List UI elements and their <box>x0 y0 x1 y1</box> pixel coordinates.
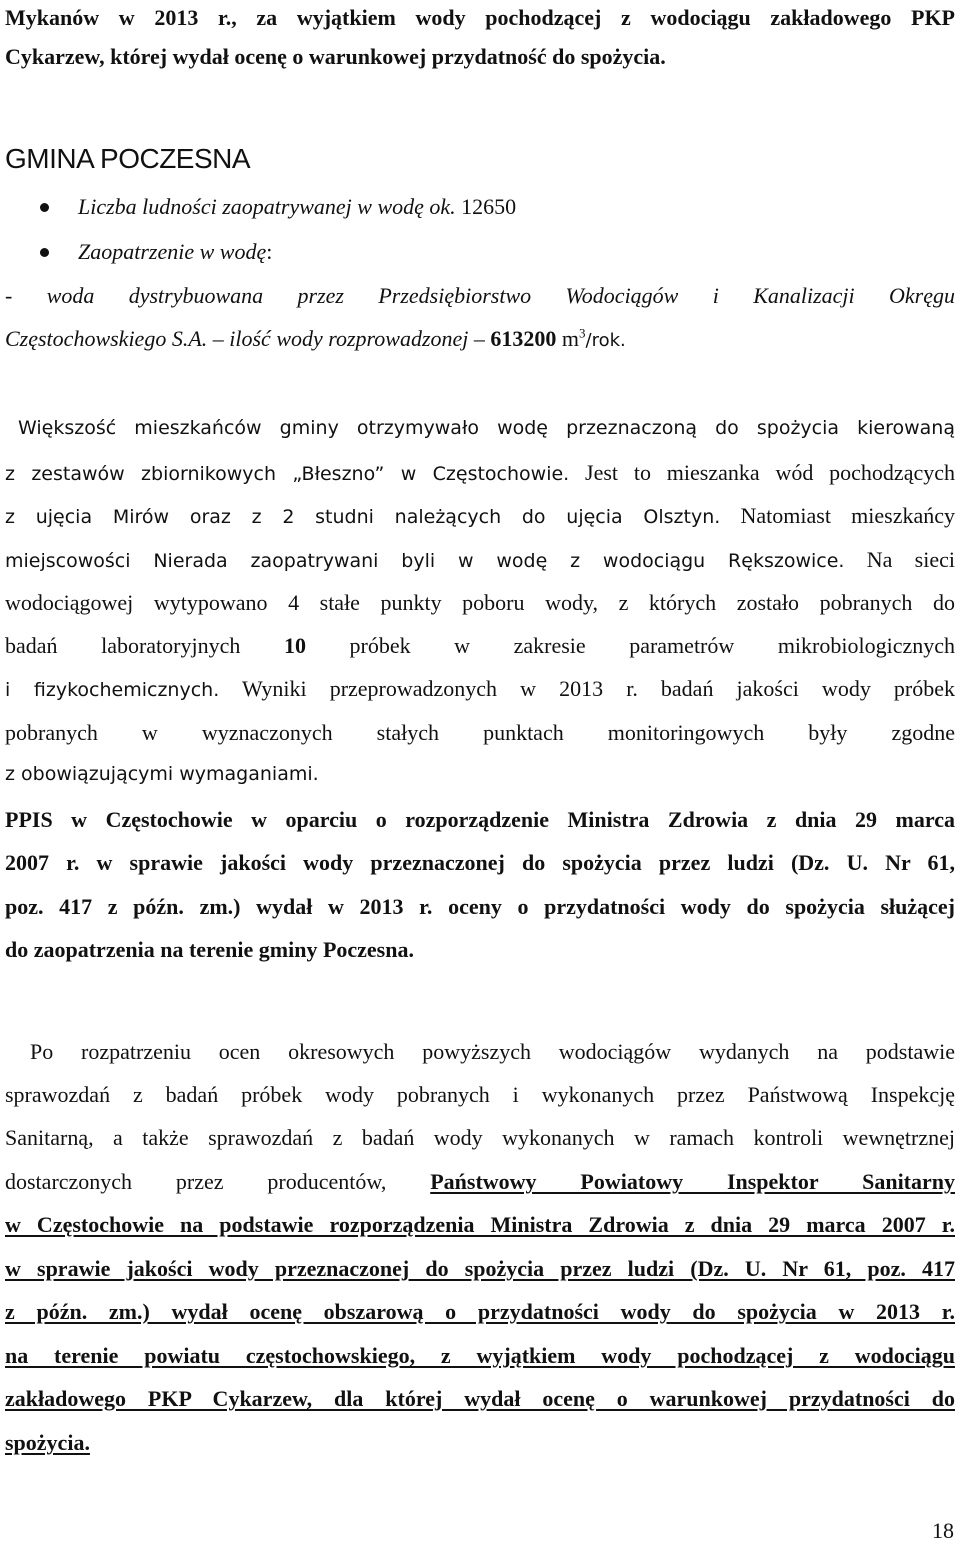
sample-count: 10 <box>283 633 306 658</box>
para3-line-9: zakładowego PKP Cykarzew, dla której wydał ocenę o warunkowej przydatności do <box>5 1386 955 1411</box>
para3-line-7: z późn. zm.) wydał ocenę obszarową o przydatności wody do spożycia w 2013 r. <box>5 1299 955 1324</box>
company-name: Częstochowskiego S.A. <box>5 326 208 351</box>
bullet-supply <box>78 241 272 263</box>
para1-line-2-serif: Jest to mieszanka wód pochodzących <box>569 460 955 485</box>
para2-line-1: PPIS w Częstochowie w oparciu o rozporządzenie Ministra Zdrowia z dnia 29 marca <box>5 807 955 832</box>
para1-line-6 <box>5 635 955 657</box>
para1-line-6-a: badań laboratoryjnych <box>5 633 284 658</box>
para3-line-2: sprawozdań z badań próbek wody pobranych i wykonanych przez Państwową Inspekcję <box>5 1082 955 1107</box>
para3-line-3: Sanitarną, a także sprawozdań z badań wody wykonanych w ramach kontroli wewnętrznej <box>5 1125 955 1150</box>
para1-line-7-serif: Wyniki przeprowadzonych w 2013 r. badań jakości wody próbek <box>219 676 955 701</box>
para1-line-5: wodociągowej wytypowano 4 stałe punkty poboru wody, z których zostało pobranych do <box>5 590 955 615</box>
para3-line-8: na terenie powiatu częstochowskiego, z wyjątkiem wody pochodzącej z wodociągu <box>5 1343 955 1368</box>
para1-line-4-sans: miejscowości Nierada zaopatrywani byli w wodę z wodociągu Rększowice. <box>5 550 845 572</box>
para1-line-7-sans: i fizykochemicznych. <box>5 679 220 701</box>
amount-value: 613200 <box>490 326 557 351</box>
para1-line-8: pobranych w wyznaczonych stałych punktach monitoringowych były zgodne <box>5 720 955 745</box>
para1-line-2 <box>5 462 955 484</box>
unit-rest: /rok. <box>585 330 626 351</box>
para3-line-4 <box>5 1171 955 1193</box>
amount-label: – ilość wody rozprowadzonej – <box>207 326 491 351</box>
para3-line-6: w sprawie jakości wody przeznaczonej do spożycia przez ludzi (Dz. U. Nr 61, poz. 417 <box>5 1256 955 1281</box>
unit-sup: 3 <box>579 325 586 341</box>
para1-line-7 <box>5 678 955 700</box>
para1-line-2-sans: z zestawów zbiornikowych „Błeszno” w Częstochowie. <box>5 463 570 485</box>
inspector-title: Państwowy Powiatowy Inspektor Sanitarny <box>430 1169 956 1194</box>
para1-line-4 <box>5 549 955 571</box>
population-label: Liczba ludności zaopatrywanej w wodę ok. <box>78 194 462 219</box>
para2-line-3-b: oceny o przydatności wody do spożycia służącej <box>432 894 955 919</box>
intro-line-2: Cykarzew, której wydał ocenę o warunkowej przydatność do spożycia. <box>5 44 666 69</box>
population-value: 12650 <box>461 194 517 219</box>
para1-line-4-serif: Na sieci <box>844 547 956 572</box>
para1-line-6-c: próbek w zakresie parametrów mikrobiologicznych <box>305 633 956 658</box>
para1-line-3 <box>5 505 955 527</box>
para1-line-3-sans: z ujęcia Mirów oraz z 2 studni należących do ujęcia Olsztyn. <box>5 506 721 528</box>
para1-line-9: z obowiązującymi wymaganiami. <box>5 763 319 785</box>
para1-line-3-serif: Natomiast mieszkańcy <box>720 503 955 528</box>
para2-line-3 <box>5 896 955 918</box>
para3-line-10: spożycia. <box>5 1430 90 1455</box>
section-title: GMINA POCZESNA <box>5 143 251 174</box>
para2-line-2: 2007 r. w sprawie jakości wody przeznaczonej do spożycia przez ludzi (Dz. U. Nr 61, <box>5 850 955 875</box>
intro-rest: , za wyjątkiem wody pochodzącej z wodociągu zakładowego PKP <box>231 5 955 30</box>
unit-m: m <box>556 326 580 351</box>
intro-line-1 <box>5 7 955 29</box>
intro-bold: Mykanów w 2013 r. <box>5 5 232 30</box>
distribution-line-2 <box>5 325 626 351</box>
bullet-icon <box>40 248 49 257</box>
bullet-icon <box>40 203 49 212</box>
para3-line-4-plain: dostarczonych przez producentów, <box>5 1169 431 1194</box>
page-number: 18 <box>932 1518 954 1543</box>
supply-label: Zaopatrzenie w wodę <box>78 239 267 264</box>
para2-line-4: do zaopatrzenia na terenie gminy Poczesna. <box>5 937 414 962</box>
supply-colon: : <box>266 239 273 264</box>
distribution-line-1: - woda dystrybuowana przez Przedsiębiorstwo Wodociągów i Kanalizacji Okręgu <box>5 283 955 308</box>
para3-line-1: Po rozpatrzeniu ocen okresowych powyższych wodociągów wydanych na podstawie <box>30 1039 955 1064</box>
bullet-population <box>78 196 516 218</box>
para3-line-5: w Częstochowie na podstawie rozporządzenia Ministra Zdrowia z dnia 29 marca 2007 r. <box>5 1212 955 1237</box>
para1-line-1: Większość mieszkańców gminy otrzymywało wodę przeznaczoną do spożycia kierowaną <box>18 417 955 439</box>
para2-line-3-a: poz. 417 z późn. zm.) wydał w 2013 r. <box>5 894 433 919</box>
